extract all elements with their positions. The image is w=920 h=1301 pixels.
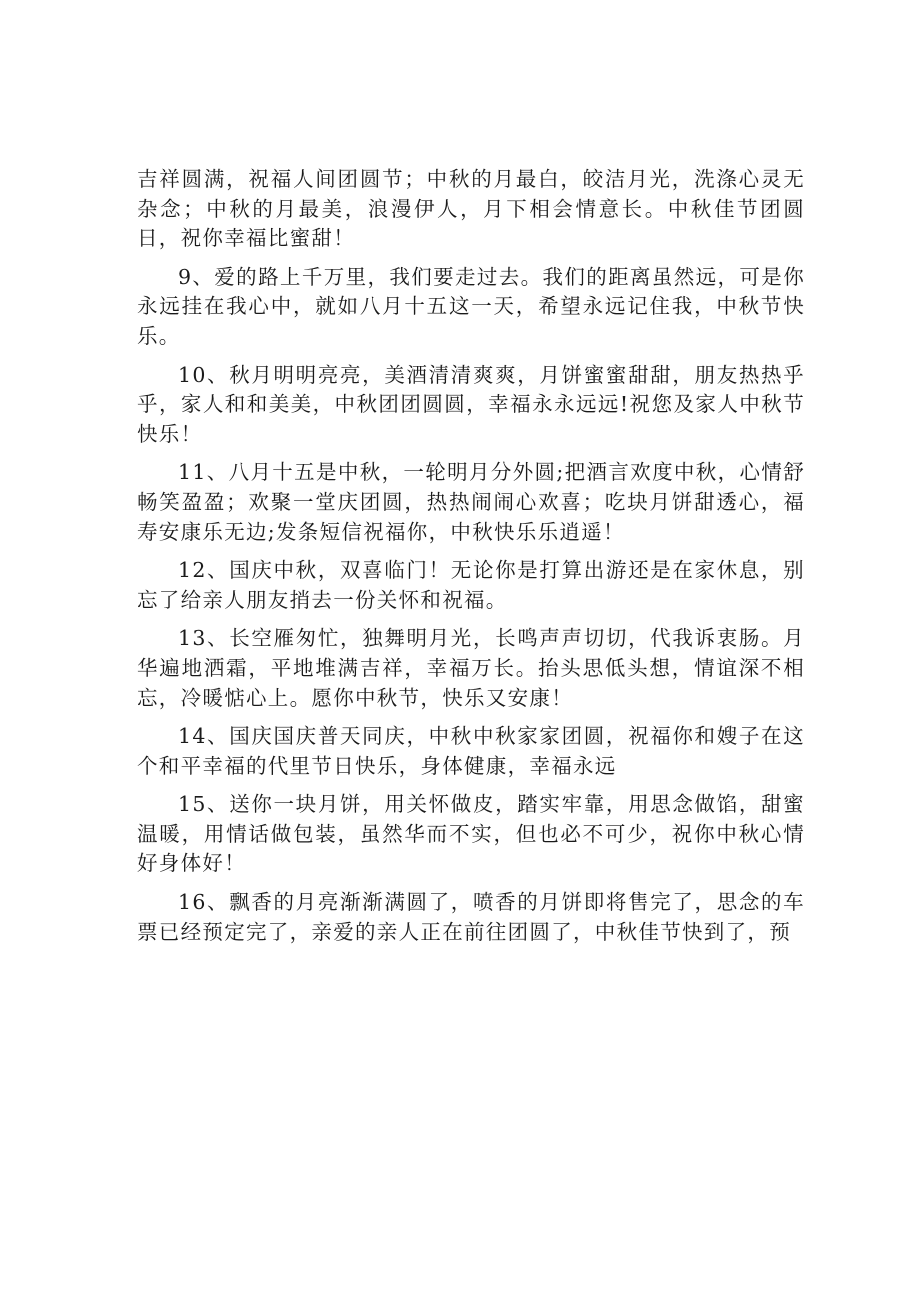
paragraph-11: 11、八月十五是中秋，一轮明月分外圆;把酒言欢度中秋，心情舒畅笑盈盈；欢聚一堂庆团圆，热热闹闹心欢喜；吃块月饼甜透心，福寿安康乐无边;发条短信祝福你，中秋快乐乐逍遥！ [137, 460, 805, 544]
paragraph-13: 13、长空雁匆忙，独舞明月光，长鸣声声切切，代我诉衷肠。月华遍地洒霜，平地堆满吉祥，幸福万长。抬头思低头想，情谊深不相忘，冷暖惦心上。愿你中秋节，快乐又安康！ [137, 626, 805, 710]
paragraph-10: 10、秋月明明亮亮，美酒清清爽爽，月饼蜜蜜甜甜，朋友热热乎乎，家人和和美美，中秋团团圆圆，幸福永永远远!祝您及家人中秋节快乐！ [137, 362, 805, 446]
paragraph-12: 12、国庆中秋，双喜临门！无论你是打算出游还是在家休息，别忘了给亲人朋友捎去一份关怀和祝福。 [137, 558, 805, 612]
paragraph-14: 14、国庆国庆普天同庆，中秋中秋家家团圆，祝福你和嫂子在这个和平幸福的代里节日快乐，身体健康，幸福永远 [137, 724, 805, 778]
paragraph-8-continuation: 吉祥圆满，祝福人间团圆节；中秋的月最白，皎洁月光，洗涤心灵无杂念；中秋的月最美，浪漫伊人，月下相会情意长。中秋佳节团圆日，祝你幸福比蜜甜！ [137, 167, 805, 251]
paragraph-9: 9、爱的路上千万里，我们要走过去。我们的距离虽然远，可是你永远挂在我心中，就如八月十五这一天，希望永远记住我，中秋节快乐。 [137, 264, 805, 348]
paragraph-15: 15、送你一块月饼，用关怀做皮，踏实牢靠，用思念做馅，甜蜜温暖，用情话做包装，虽然华而不实，但也必不可少，祝你中秋心情好身体好！ [137, 792, 805, 876]
paragraph-16: 16、飘香的月亮渐渐满圆了，喷香的月饼即将售完了，思念的车票已经预定完了，亲爱的亲人正在前往团圆了，中秋佳节快到了，预 [137, 890, 805, 944]
document-body [137, 165, 805, 956]
